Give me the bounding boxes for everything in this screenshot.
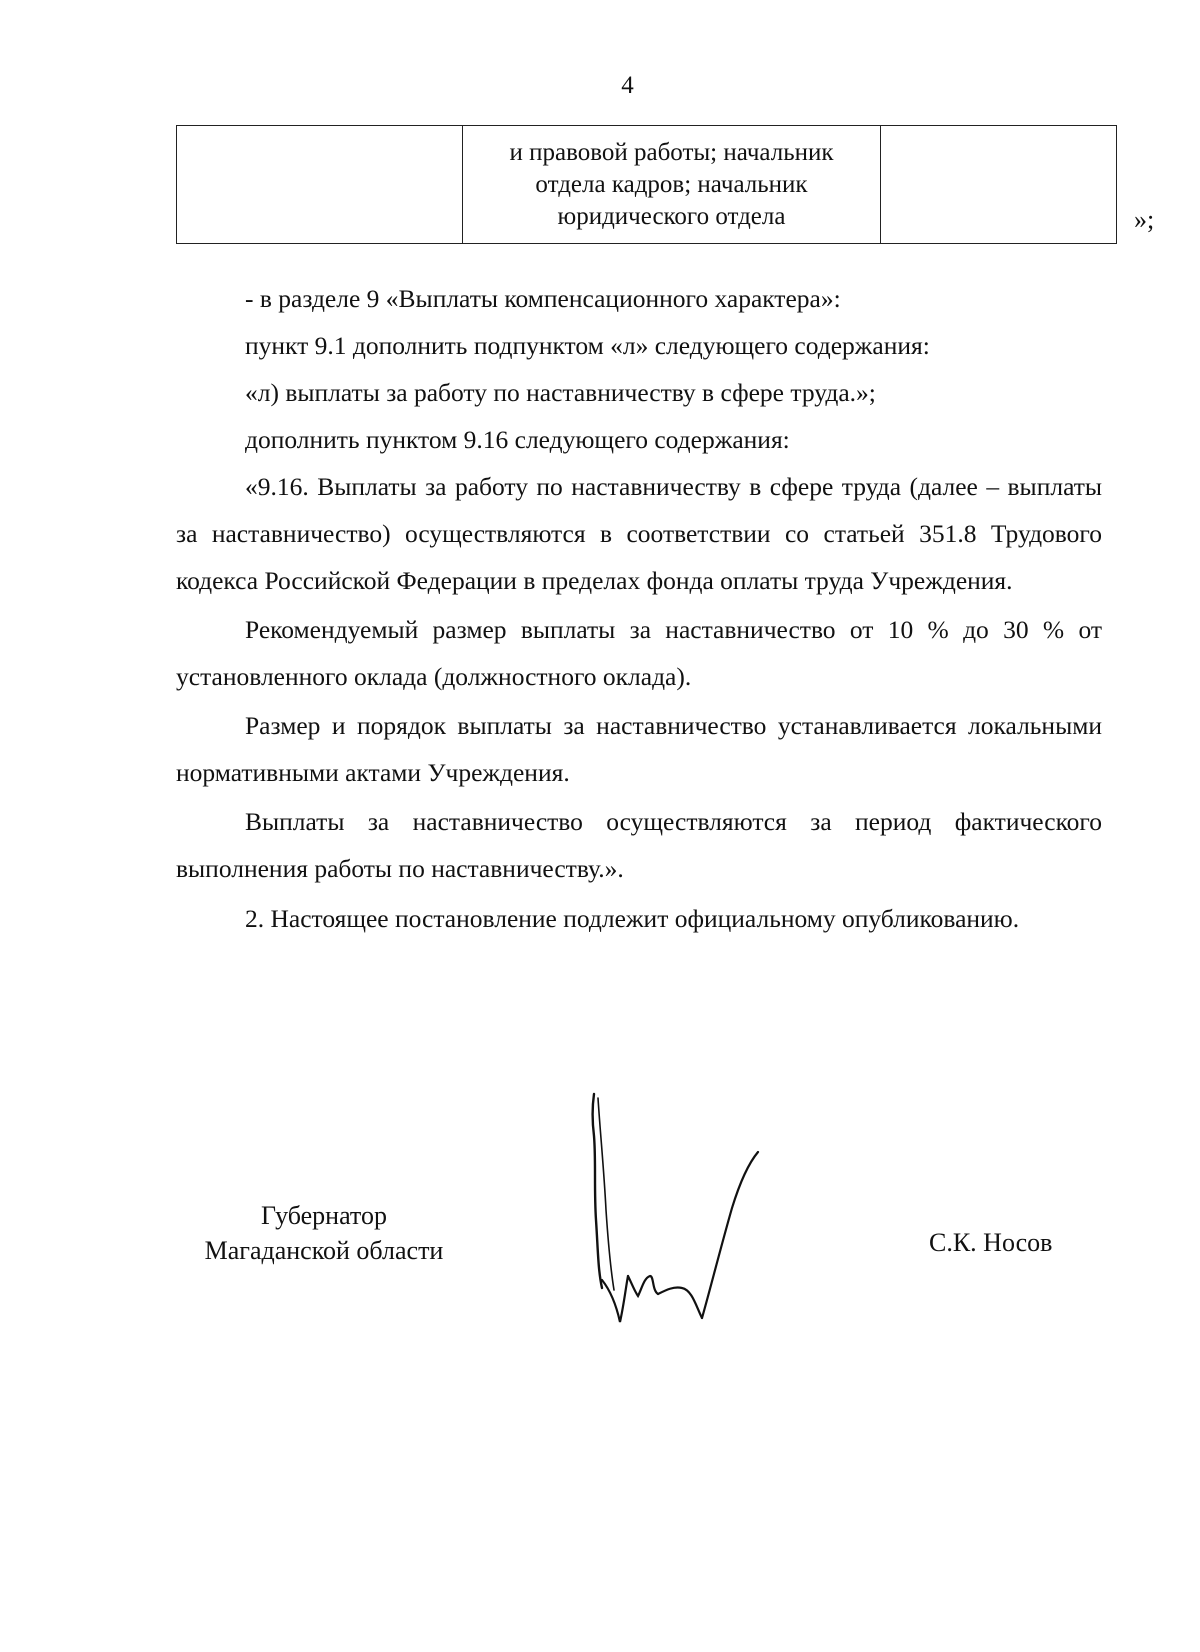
table-cell-empty-right: [881, 126, 1117, 244]
document-body: [176, 275, 1102, 942]
signatory-name: С.К. Носов: [929, 1228, 1053, 1257]
paragraph-recommended-size: Рекомендуемый размер выплаты за наставничество от 10 % до 30 % от установленного оклада (должностного оклада).: [176, 615, 1102, 691]
paragraph-size-order: Размер и порядок выплаты за наставничество устанавливается локальными нормативными актами Учреждения.: [176, 711, 1102, 787]
page-number: 4: [621, 72, 634, 99]
table-cell-empty-left: [177, 126, 463, 244]
table-cell-positions: [463, 126, 881, 244]
paragraph-publication: 2. Настоящее постановление подлежит официальному опубликованию.: [245, 904, 1020, 933]
continued-table: [176, 125, 1117, 244]
signatory-title-line: Губернатор: [261, 1201, 387, 1230]
signatory-title-line: Магаданской области: [204, 1236, 444, 1265]
handwritten-signature: [580, 1090, 780, 1330]
paragraph-9-16-text: «9.16. Выплаты за работу по наставничеству в сфере труда (далее – выплаты за наставничество) осуществляются в соответствии со статьей 351.8 Трудового кодекса Российской Федерации в пределах фонда оплаты труда Учреждения.: [176, 472, 1102, 595]
table-cell-line: и правовой работы; начальник: [509, 138, 834, 166]
table-cell-line: юридического отдела: [557, 202, 786, 230]
signatory-title: [176, 1198, 472, 1268]
paragraph-subitem-l: «л) выплаты за работу по наставничеству в сфере труда.»;: [245, 378, 876, 407]
paragraph-section-9: - в разделе 9 «Выплаты компенсационного характера»:: [245, 284, 841, 313]
table-cell-line: отдела кадров; начальник: [535, 170, 808, 198]
paragraph-payment-period: Выплаты за наставничество осуществляются за период фактического выполнения работы по наставничеству.».: [176, 807, 1102, 883]
paragraph-item-9-1: пункт 9.1 дополнить подпунктом «л» следующего содержания:: [245, 331, 930, 360]
paragraph-add-9-16: дополнить пунктом 9.16 следующего содержания:: [245, 425, 790, 454]
table-row: [177, 126, 1117, 244]
table-closing-quote: »;: [1134, 205, 1155, 234]
